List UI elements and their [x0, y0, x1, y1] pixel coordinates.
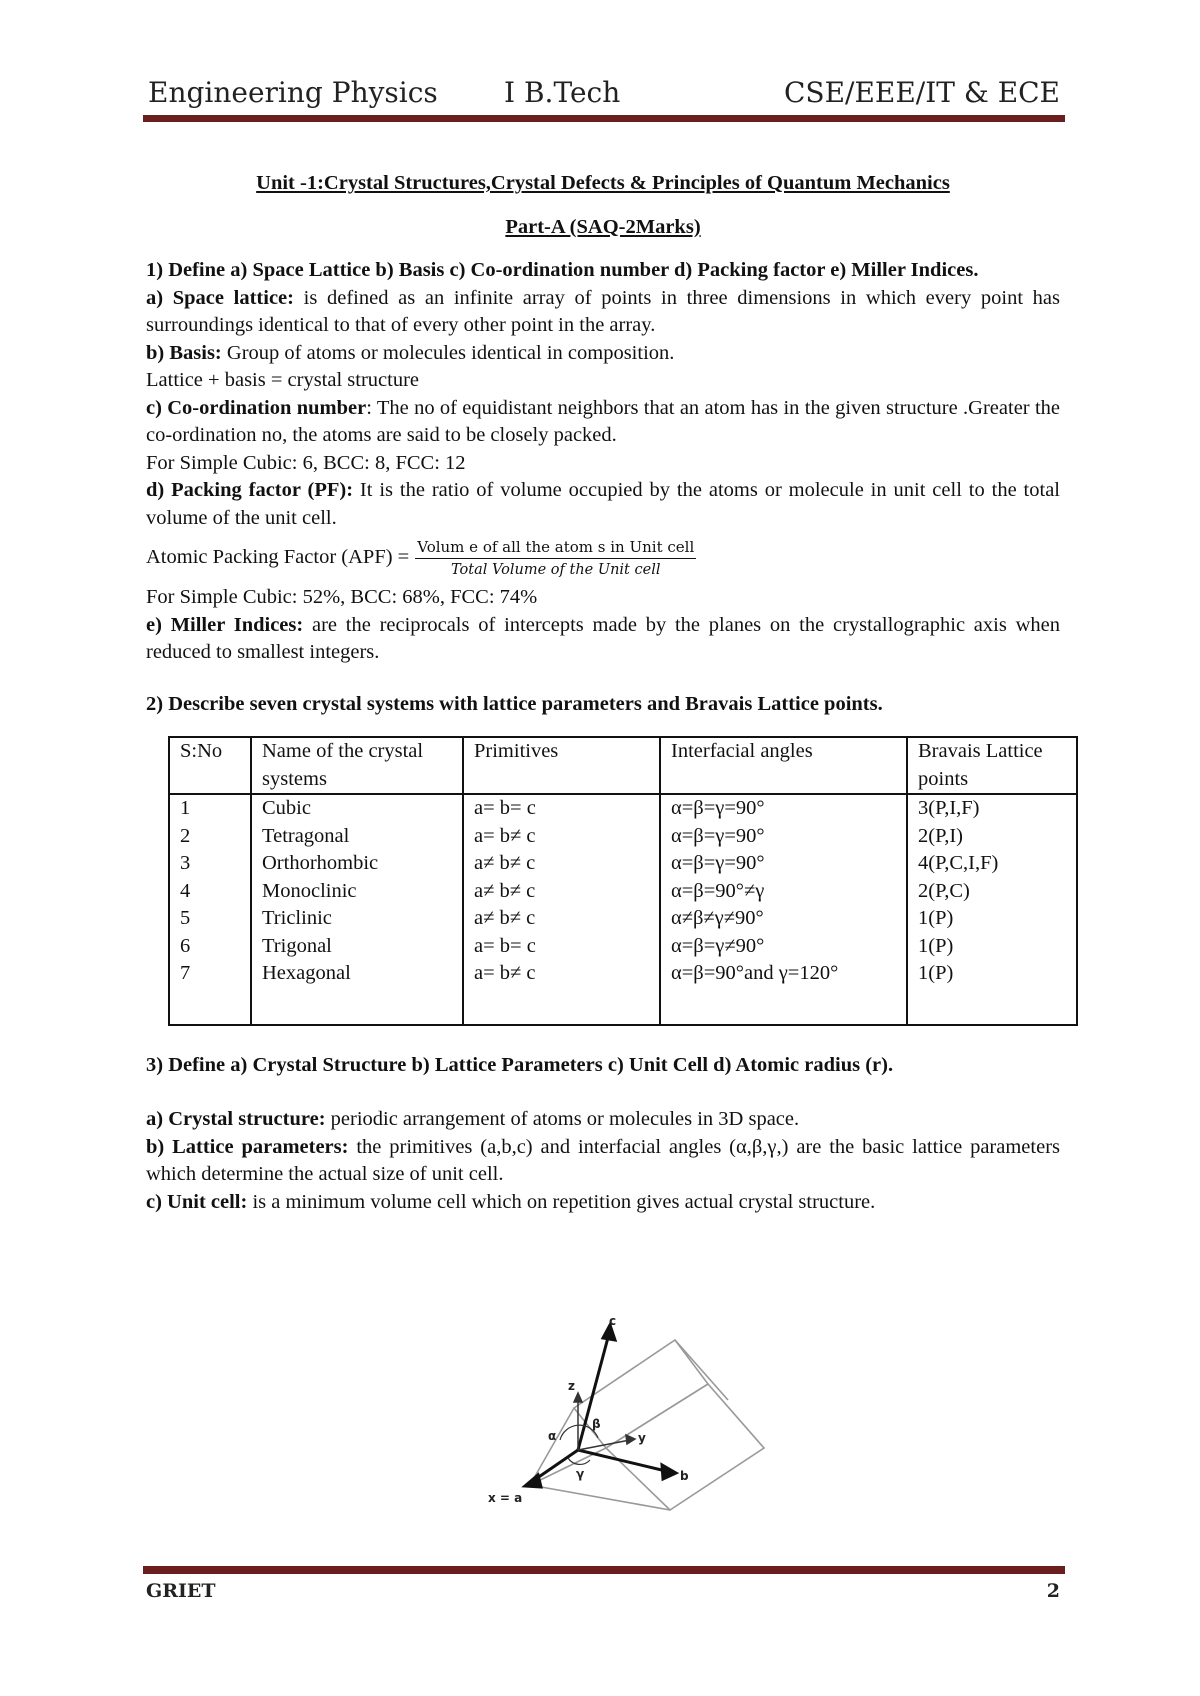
table-cell: α=β=90°≠γ	[660, 878, 907, 906]
term-space-lattice: a) Space lattice:	[146, 286, 294, 309]
label-beta: β	[592, 1417, 601, 1431]
question-3: 3) Define a) Crystal Structure b) Lattice Parameters c) Unit Cell d) Atomic radius (r).	[146, 1053, 894, 1076]
term-coordination: c) Co-ordination number	[146, 396, 367, 419]
table-cell: 2	[169, 823, 251, 851]
table-cell: 2(P,C)	[907, 878, 1077, 906]
table-cell: a= b≠ c	[463, 960, 660, 1025]
table-cell: Trigonal	[251, 933, 463, 961]
apf-fraction	[415, 537, 696, 580]
table-cell: 1(P)	[907, 933, 1077, 961]
def-crystal-structure: periodic arrangement of atoms or molecules in 3D space.	[325, 1108, 800, 1130]
b-axis	[578, 1450, 670, 1472]
term-unit-cell: c) Unit cell:	[146, 1190, 248, 1213]
page-footer	[146, 1580, 1060, 1602]
answer-basis	[146, 340, 1060, 368]
unit-cell-figure	[488, 1314, 810, 1540]
table-row	[169, 905, 1077, 933]
table-cell: α=β=γ=90°	[660, 794, 907, 823]
answer-lattice-parameters	[146, 1134, 1060, 1189]
table-cell: 3(P,I,F)	[907, 794, 1077, 823]
table-cell: Orthorhombic	[251, 850, 463, 878]
label-x-a: x = a	[488, 1491, 523, 1505]
table-cell: 1(P)	[907, 960, 1077, 1025]
table-cell: Cubic	[251, 794, 463, 823]
cell-right-face	[606, 1384, 764, 1510]
packing-factor-values: For Simple Cubic: 52%, BCC: 68%, FCC: 74%	[146, 586, 538, 608]
def-coordination: : The no of equidistant neighbors that an atom has in the given structure .Greater the co-ordination no, the atoms are said to be closely packed.	[146, 396, 1060, 446]
table-row	[169, 794, 1077, 823]
answer-miller-indices	[146, 612, 1060, 667]
def-packing-factor: It is the ratio of volume occupied by the atoms or molecule in unit cell to the total volume of the unit cell.	[146, 479, 1060, 529]
table-cell: Monoclinic	[251, 878, 463, 906]
page-number: 2	[1046, 1580, 1060, 1602]
table-cell: Hexagonal	[251, 960, 463, 1025]
answer-coordination	[146, 395, 1060, 450]
apf-numerator: Volum e of all the atom s in Unit cell	[415, 537, 696, 559]
apf-formula	[146, 532, 1060, 584]
label-c: c	[609, 1314, 617, 1328]
table-cell: 1(P)	[907, 905, 1077, 933]
unit-title: Unit -1:Crystal Structures,Crystal Defects & Principles of Quantum Mechanics	[256, 172, 950, 194]
table-cell: 6	[169, 933, 251, 961]
table-cell: 2(P,I)	[907, 823, 1077, 851]
table-row	[169, 933, 1077, 961]
table-cell: a= b= c	[463, 933, 660, 961]
table-header: Interfacial angles	[660, 737, 907, 794]
apf-denominator: Total Volume of the Unit cell	[451, 561, 661, 578]
table-cell: 4(P,C,I,F)	[907, 850, 1077, 878]
answer-space-lattice	[146, 285, 1060, 340]
label-gamma: γ	[576, 1467, 585, 1481]
table-cell: α=β=γ≠90°	[660, 933, 907, 961]
crystal-systems-table	[168, 736, 1078, 1026]
answer-packing-factor	[146, 477, 1060, 532]
cell-edge	[675, 1340, 728, 1400]
def-space-lattice: is defined as an infinite array of points in three dimensions in which every point has surroundings identical to that of every other point in the array.	[146, 286, 1060, 336]
table-row	[169, 823, 1077, 851]
answer-unit-cell	[146, 1189, 1060, 1217]
coordination-values: For Simple Cubic: 6, BCC: 8, FCC: 12	[146, 451, 466, 474]
table-cell: a≠ b≠ c	[463, 878, 660, 906]
def-lattice-parameters: the primitives (a,b,c) and interfacial angles (α,β,γ,) are the basic lattice parameters which determine the actual size of unit cell.	[146, 1135, 1061, 1185]
table-cell: a≠ b≠ c	[463, 850, 660, 878]
b-arrow	[662, 1465, 676, 1479]
term-lattice-parameters: b) Lattice parameters:	[146, 1135, 349, 1158]
term-basis: b) Basis:	[146, 341, 222, 364]
table-cell: 4	[169, 878, 251, 906]
label-alpha: α	[548, 1429, 557, 1443]
table-cell: a≠ b≠ c	[463, 905, 660, 933]
table-header: Bravais Lattice points	[907, 737, 1077, 794]
footer-institute: GRIET	[146, 1580, 216, 1602]
answer-crystal-structure	[146, 1106, 1060, 1134]
table-header: S:No	[169, 737, 251, 794]
lattice-equation: Lattice + basis = crystal structure	[146, 369, 420, 391]
table-cell: a= b≠ c	[463, 823, 660, 851]
table-header: Name of the crystal systems	[251, 737, 463, 794]
def-basis: Group of atoms or molecules identical in composition.	[221, 341, 675, 364]
def-unit-cell: is a minimum volume cell which on repetition gives actual crystal structure.	[247, 1190, 876, 1213]
table-row	[169, 960, 1077, 1025]
question-2: 2) Describe seven crystal systems with lattice parameters and Bravais Lattice points.	[146, 692, 883, 715]
table-cell: α=β=90°and γ=120°	[660, 960, 907, 1025]
z-arrow	[574, 1393, 582, 1402]
table-row	[169, 850, 1077, 878]
def-miller-indices: are the reciprocals of intercepts made by the planes on the crystallographic axis when reduced to smallest integers.	[146, 613, 1060, 663]
table-cell: Tetragonal	[251, 823, 463, 851]
table-cell: α=β=γ=90°	[660, 850, 907, 878]
table-cell: 1	[169, 794, 251, 823]
apf-label: Atomic Packing Factor (APF) =	[146, 546, 410, 569]
table-cell: 5	[169, 905, 251, 933]
term-packing-factor: d) Packing factor (PF):	[146, 479, 354, 501]
term-miller-indices: e) Miller Indices:	[146, 613, 304, 636]
header-rule	[143, 115, 1065, 122]
table-row	[169, 878, 1077, 906]
table-cell: α≠β≠γ≠90°	[660, 905, 907, 933]
label-y: y	[638, 1431, 646, 1445]
table-header-row	[169, 737, 1077, 794]
table-cell: Triclinic	[251, 905, 463, 933]
spacer	[146, 1079, 1060, 1106]
label-b: b	[680, 1469, 689, 1483]
table-header: Primitives	[463, 737, 660, 794]
header-course: I B.Tech	[504, 76, 621, 109]
page-content	[146, 170, 1060, 1216]
a-arrow	[525, 1475, 541, 1487]
header-branches: CSE/EEE/IT & ECE	[784, 76, 1060, 109]
header-subject: Engineering Physics	[148, 76, 438, 109]
label-z: z	[568, 1379, 575, 1393]
question-1: 1) Define a) Space Lattice b) Basis c) Co-ordination number d) Packing factor e) Miller Indices.	[146, 259, 979, 281]
table-cell: 3	[169, 850, 251, 878]
table-cell: a= b= c	[463, 794, 660, 823]
table-cell: α=β=γ=90°	[660, 823, 907, 851]
footer-rule	[143, 1566, 1065, 1574]
y-arrow	[626, 1435, 635, 1444]
term-crystal-structure: a) Crystal structure:	[146, 1108, 326, 1130]
part-title: Part-A (SAQ-2Marks)	[505, 215, 701, 238]
table-cell: 7	[169, 960, 251, 1025]
